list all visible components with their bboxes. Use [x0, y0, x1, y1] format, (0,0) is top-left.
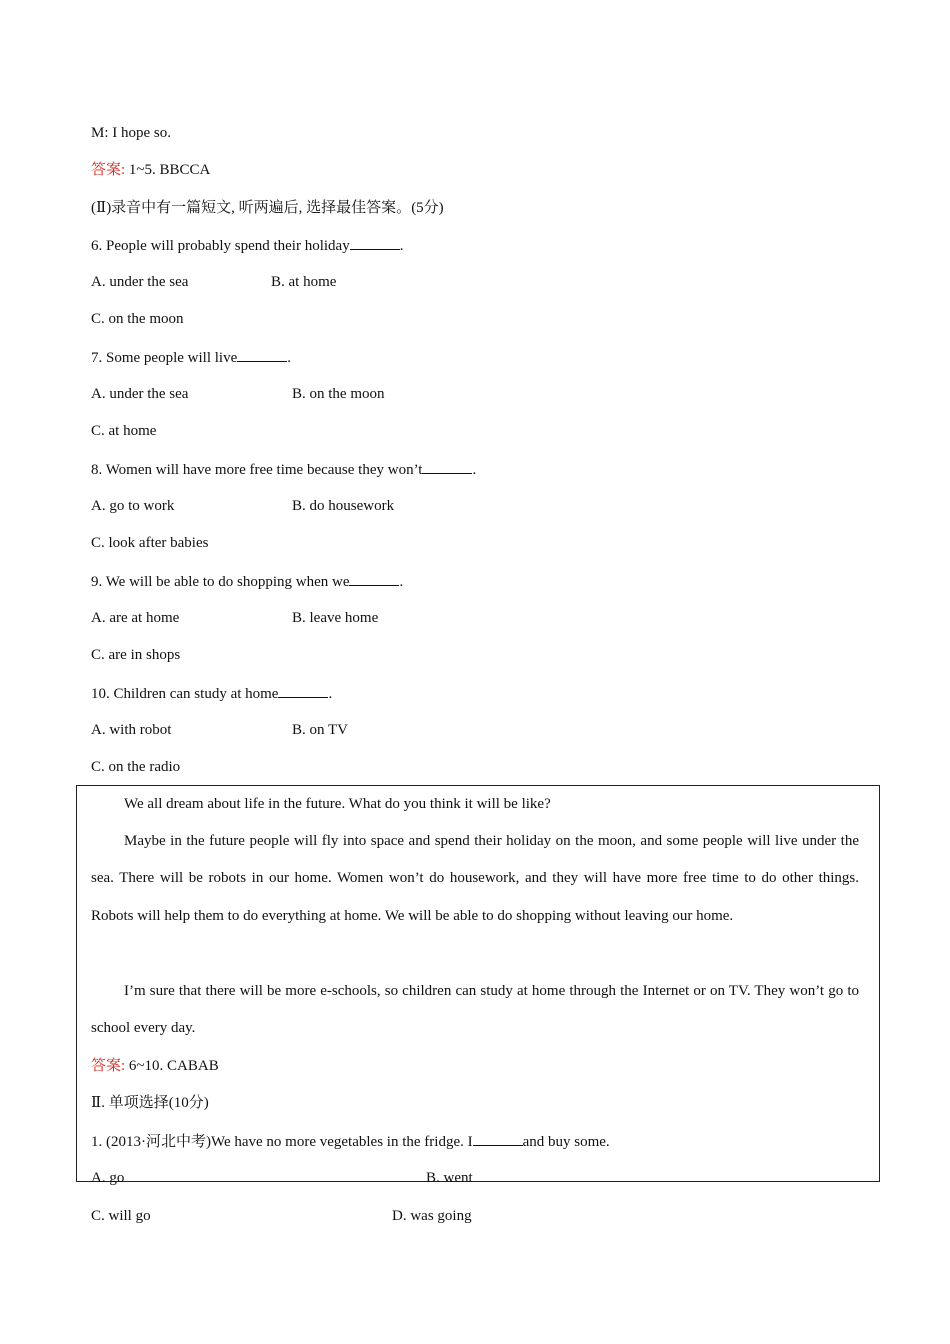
passage-paragraph-1: We all dream about life in the future. What do you think it will be like? [124, 796, 551, 812]
answer-blank [350, 235, 400, 250]
question-10-option-a: A. with robot [91, 722, 172, 738]
answer-label: 答案: [91, 1058, 126, 1074]
question-6-option-c: C. on the moon [91, 311, 184, 327]
mc-question-1-option-b: B. went [426, 1170, 473, 1186]
question-6-option-b: B. at home [271, 274, 337, 290]
answer-blank [349, 571, 399, 586]
question-9-option-c: C. are in shops [91, 647, 181, 663]
question-end: . [399, 238, 404, 254]
question-end: . [287, 350, 291, 366]
question-10-option-c: C. on the radio [91, 759, 181, 775]
question-9-option-a: A. are at home [91, 610, 180, 626]
question-text: 1. (2013·河北中考)We have no more vegetables in the fridge. I [91, 1134, 473, 1150]
question-10-stem [91, 683, 332, 704]
mc-question-1-option-c: C. will go [91, 1208, 151, 1224]
question-text: 10. Children can study at home [91, 686, 279, 702]
question-8-option-b: B. do housework [292, 498, 395, 514]
question-9-option-b: B. leave home [292, 610, 379, 626]
question-text: 6. People will probably spend their holiday [91, 238, 350, 254]
mc-question-1-stem [91, 1131, 610, 1152]
answer-text: 6~10. CABAB [125, 1058, 219, 1074]
question-6-stem [91, 235, 403, 256]
dialogue-end: M: I hope so. [91, 125, 171, 141]
question-8-stem [91, 459, 476, 480]
mc-question-1-option-a: A. go [91, 1170, 125, 1186]
question-8-option-c: C. look after babies [91, 535, 209, 551]
answer-blank [237, 347, 287, 362]
question-10-option-b: B. on TV [292, 722, 348, 738]
question-7-option-a: A. under the sea [91, 386, 189, 402]
question-end: and buy some. [522, 1134, 610, 1150]
answer-blank [473, 1131, 523, 1146]
question-end: . [399, 574, 404, 590]
question-text: 9. We will be able to do shopping when we [91, 574, 350, 590]
question-6-option-a: A. under the sea [91, 274, 189, 290]
answer-text: 1~5. BBCCA [125, 162, 211, 178]
answer-label: 答案: [91, 162, 126, 178]
answer-blank [422, 459, 472, 474]
section-2-title: (Ⅱ)录音中有一篇短文, 听两遍后, 选择最佳答案。(5分) [91, 200, 444, 216]
question-8-option-a: A. go to work [91, 498, 175, 514]
passage-paragraph-2: Maybe in the future people will fly into space and spend their holiday on the moon, and some people will live under the sea. There will be robots in our home. Women won’t do housework, and they will have more free time to do other things. Robots will help them to do everything at home. We will be able to do shopping without leaving our home. [91, 833, 859, 924]
question-end: . [472, 462, 477, 478]
question-7-option-b: B. on the moon [292, 386, 385, 402]
answer-6-10 [91, 1056, 219, 1076]
passage-paragraph-3: I’m sure that there will be more e-schools, so children can study at home through the Internet or on TV. They won’t go to school every day. [91, 983, 859, 1037]
question-end: . [328, 686, 333, 702]
question-7-option-c: C. at home [91, 423, 157, 439]
answer-blank [278, 683, 328, 698]
question-text: 8. Women will have more free time because they won’t [91, 462, 423, 478]
mc-question-1-option-d: D. was going [392, 1208, 472, 1224]
answer-1-5 [91, 160, 210, 180]
question-text: 7. Some people will live [91, 350, 238, 366]
question-9-stem [91, 571, 403, 592]
part-2-title: Ⅱ. 单项选择(10分) [91, 1095, 209, 1111]
question-7-stem [91, 347, 291, 368]
